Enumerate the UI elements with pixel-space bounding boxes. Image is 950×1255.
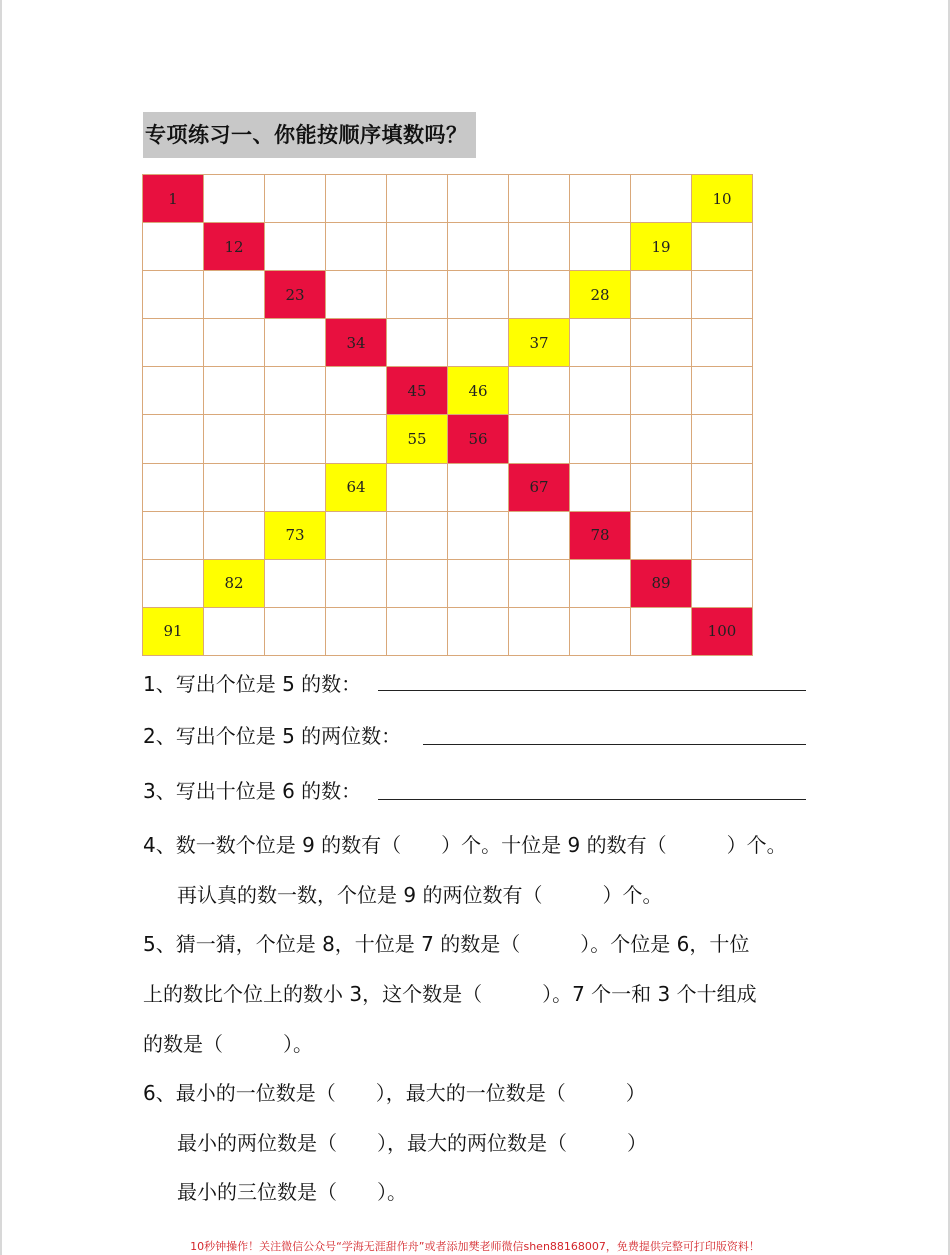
grid-cell[interactable] bbox=[204, 319, 265, 367]
grid-cell[interactable] bbox=[570, 463, 631, 511]
grid-cell[interactable] bbox=[570, 319, 631, 367]
grid-cell[interactable] bbox=[326, 175, 387, 223]
grid-cell[interactable] bbox=[509, 223, 570, 271]
grid-cell[interactable] bbox=[570, 175, 631, 223]
grid-cell[interactable] bbox=[387, 175, 448, 223]
grid-cell: 23 bbox=[265, 271, 326, 319]
page-edge-left bbox=[0, 0, 2, 1255]
question-5-line-1: 5、猜一猜，个位是 8，十位是 7 的数是（ ）。个位是 6，十位 bbox=[143, 932, 750, 956]
grid-cell[interactable] bbox=[448, 271, 509, 319]
grid-cell[interactable] bbox=[326, 367, 387, 415]
grid-cell: 82 bbox=[204, 559, 265, 607]
question-4-line-2: 再认真的数一数，个位是 9 的两位数有（ ）个。 bbox=[177, 883, 663, 907]
grid-cell[interactable] bbox=[448, 319, 509, 367]
grid-cell[interactable] bbox=[265, 367, 326, 415]
grid-cell[interactable] bbox=[509, 607, 570, 655]
grid-cell[interactable] bbox=[143, 415, 204, 463]
grid-cell[interactable] bbox=[204, 463, 265, 511]
grid-cell[interactable] bbox=[631, 367, 692, 415]
question-4-line-1: 4、数一数个位是 9 的数有（ ）个。十位是 9 的数有（ ）个。 bbox=[143, 833, 787, 857]
grid-cell: 67 bbox=[509, 463, 570, 511]
grid-cell[interactable] bbox=[204, 511, 265, 559]
question-5-line-3: 的数是（ ）。 bbox=[143, 1032, 313, 1056]
grid-cell[interactable] bbox=[204, 607, 265, 655]
grid-cell[interactable] bbox=[692, 415, 753, 463]
question-6-line-3: 最小的三位数是（ ）。 bbox=[177, 1180, 407, 1204]
grid-cell[interactable] bbox=[326, 271, 387, 319]
number-grid bbox=[142, 174, 753, 656]
answer-line-2[interactable] bbox=[423, 744, 806, 745]
grid-cell[interactable] bbox=[387, 319, 448, 367]
grid-cell[interactable] bbox=[265, 559, 326, 607]
grid-cell[interactable] bbox=[143, 511, 204, 559]
grid-cell[interactable] bbox=[265, 607, 326, 655]
footer-note: 10秒钟操作！关注微信公众号“学海无涯甜作舟”或者添加樊老师微信shen88168007，免费提供完整可打印版资料！ bbox=[190, 1240, 760, 1253]
grid-cell[interactable] bbox=[692, 511, 753, 559]
grid-cell[interactable] bbox=[265, 415, 326, 463]
grid-cell[interactable] bbox=[448, 607, 509, 655]
grid-row bbox=[143, 367, 753, 415]
answer-line-1[interactable] bbox=[378, 690, 806, 691]
grid-cell[interactable] bbox=[204, 415, 265, 463]
question-1: 1、写出个位是 5 的数： bbox=[143, 672, 362, 696]
grid-cell: 28 bbox=[570, 271, 631, 319]
grid-cell: 64 bbox=[326, 463, 387, 511]
grid-cell[interactable] bbox=[326, 415, 387, 463]
grid-cell: 37 bbox=[509, 319, 570, 367]
grid-cell[interactable] bbox=[143, 559, 204, 607]
grid-cell: 10 bbox=[692, 175, 753, 223]
grid-cell[interactable] bbox=[387, 271, 448, 319]
grid-row bbox=[143, 607, 753, 655]
grid-cell: 46 bbox=[448, 367, 509, 415]
grid-cell[interactable] bbox=[692, 463, 753, 511]
grid-cell[interactable] bbox=[326, 511, 387, 559]
grid-cell[interactable] bbox=[570, 367, 631, 415]
grid-cell[interactable] bbox=[692, 367, 753, 415]
grid-cell[interactable] bbox=[631, 463, 692, 511]
answer-line-3[interactable] bbox=[378, 799, 806, 800]
grid-cell: 34 bbox=[326, 319, 387, 367]
grid-cell: 56 bbox=[448, 415, 509, 463]
question-2: 2、写出个位是 5 的两位数： bbox=[143, 724, 402, 748]
grid-cell[interactable] bbox=[509, 559, 570, 607]
grid-cell[interactable] bbox=[692, 223, 753, 271]
grid-row bbox=[143, 511, 753, 559]
grid-cell[interactable] bbox=[631, 319, 692, 367]
grid-cell[interactable] bbox=[448, 559, 509, 607]
grid-cell[interactable] bbox=[265, 175, 326, 223]
grid-row bbox=[143, 463, 753, 511]
grid-cell[interactable] bbox=[204, 271, 265, 319]
grid-cell: 1 bbox=[143, 175, 204, 223]
grid-cell[interactable] bbox=[570, 415, 631, 463]
grid-cell[interactable] bbox=[448, 175, 509, 223]
question-5-line-2: 上的数比个位上的数小 3，这个数是（ ）。7 个一和 3 个十组成 bbox=[143, 982, 757, 1006]
grid-cell[interactable] bbox=[143, 463, 204, 511]
grid-cell: 12 bbox=[204, 223, 265, 271]
grid-cell[interactable] bbox=[265, 223, 326, 271]
grid-row bbox=[143, 319, 753, 367]
grid-cell: 89 bbox=[631, 559, 692, 607]
grid-cell[interactable] bbox=[265, 319, 326, 367]
page-title: 专项练习一、你能按顺序填数吗？ bbox=[143, 112, 476, 158]
grid-cell: 100 bbox=[692, 607, 753, 655]
grid-row bbox=[143, 271, 753, 319]
grid-cell[interactable] bbox=[448, 511, 509, 559]
grid-cell[interactable] bbox=[570, 559, 631, 607]
grid-cell[interactable] bbox=[570, 223, 631, 271]
grid-cell[interactable] bbox=[143, 319, 204, 367]
grid-cell[interactable] bbox=[326, 223, 387, 271]
question-6-line-2: 最小的两位数是（ ），最大的两位数是（ ） bbox=[177, 1131, 647, 1155]
grid-row bbox=[143, 415, 753, 463]
grid-cell[interactable] bbox=[692, 271, 753, 319]
grid-cell[interactable] bbox=[631, 175, 692, 223]
grid-cell[interactable] bbox=[326, 607, 387, 655]
grid-cell[interactable] bbox=[631, 607, 692, 655]
grid-cell[interactable] bbox=[509, 271, 570, 319]
grid-cell: 78 bbox=[570, 511, 631, 559]
grid-row bbox=[143, 559, 753, 607]
grid-cell[interactable] bbox=[692, 559, 753, 607]
grid-cell[interactable] bbox=[631, 271, 692, 319]
grid-cell[interactable] bbox=[631, 511, 692, 559]
grid-cell[interactable] bbox=[387, 511, 448, 559]
grid-cell[interactable] bbox=[143, 367, 204, 415]
grid-cell[interactable] bbox=[387, 463, 448, 511]
grid-cell[interactable] bbox=[387, 223, 448, 271]
grid-cell[interactable] bbox=[509, 367, 570, 415]
grid-cell[interactable] bbox=[204, 367, 265, 415]
grid-cell[interactable] bbox=[326, 559, 387, 607]
grid-cell: 73 bbox=[265, 511, 326, 559]
grid-cell[interactable] bbox=[570, 607, 631, 655]
grid-cell[interactable] bbox=[204, 175, 265, 223]
grid-cell: 55 bbox=[387, 415, 448, 463]
question-6-line-1: 6、最小的一位数是（ ），最大的一位数是（ ） bbox=[143, 1081, 646, 1105]
grid-cell[interactable] bbox=[509, 415, 570, 463]
grid-cell[interactable] bbox=[692, 319, 753, 367]
grid-cell[interactable] bbox=[448, 223, 509, 271]
grid-row bbox=[143, 175, 753, 223]
grid-cell[interactable] bbox=[265, 463, 326, 511]
grid-cell[interactable] bbox=[631, 415, 692, 463]
grid-cell[interactable] bbox=[387, 607, 448, 655]
grid-cell: 45 bbox=[387, 367, 448, 415]
question-3: 3、写出十位是 6 的数： bbox=[143, 779, 362, 803]
grid-cell[interactable] bbox=[509, 175, 570, 223]
grid-cell[interactable] bbox=[448, 463, 509, 511]
grid-cell: 19 bbox=[631, 223, 692, 271]
grid-cell: 91 bbox=[143, 607, 204, 655]
grid-row bbox=[143, 223, 753, 271]
grid-cell[interactable] bbox=[143, 271, 204, 319]
grid-cell[interactable] bbox=[143, 223, 204, 271]
grid-cell[interactable] bbox=[387, 559, 448, 607]
grid-cell[interactable] bbox=[509, 511, 570, 559]
